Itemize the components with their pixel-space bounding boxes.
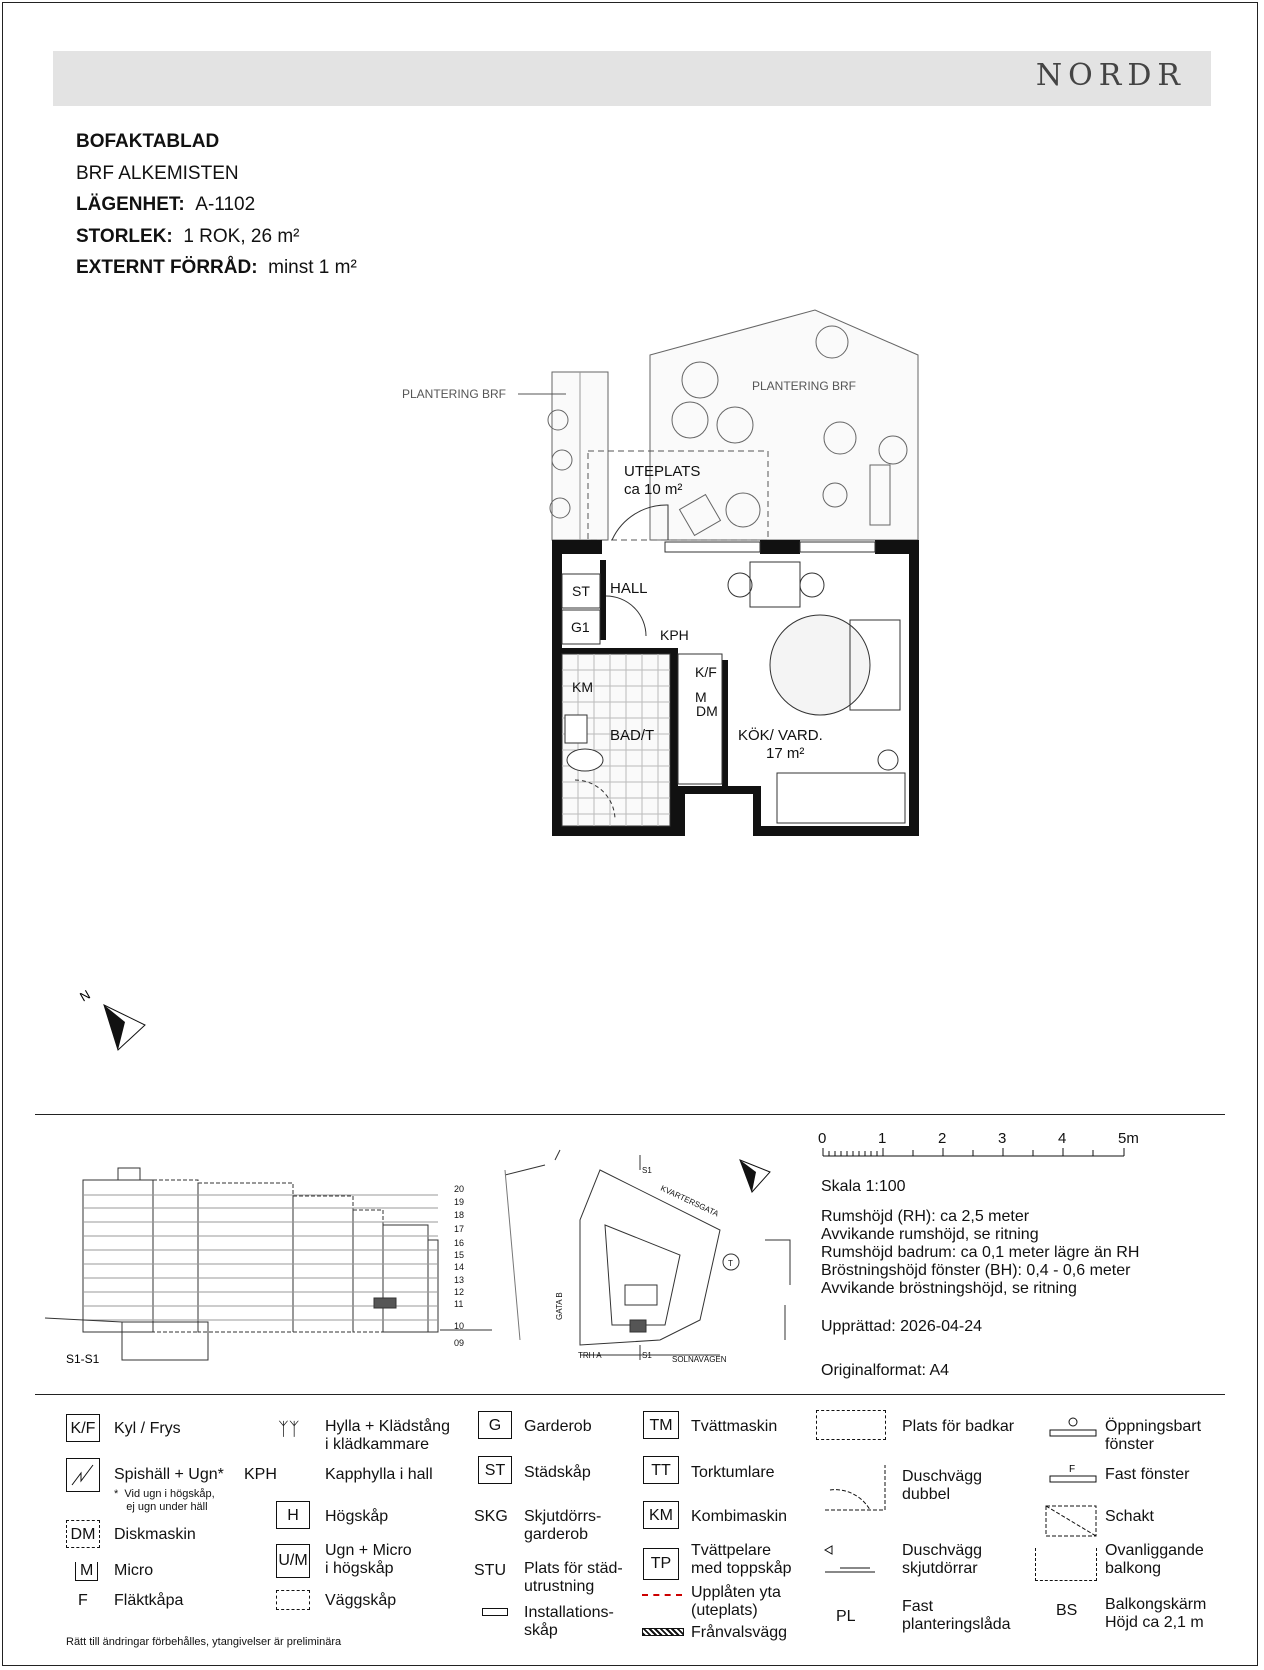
legend-fast-icon [1048, 1462, 1098, 1486]
section-label: S1-S1 [66, 1352, 100, 1366]
legend-kf: Kyl / Frys [114, 1420, 181, 1437]
g1-label: G1 [571, 619, 590, 635]
legend-vagg: Väggskåp [325, 1592, 397, 1609]
date-text: Upprättad: 2026-04-24 [821, 1318, 982, 1335]
legend-dusch-dubbel: Duschvägg dubbel [902, 1468, 983, 1503]
st-label: ST [572, 583, 590, 599]
legend-kph-code: KPH [244, 1466, 277, 1483]
section-floor-labels [454, 1184, 464, 1348]
legend-upp-icon [642, 1594, 682, 1596]
kok-label: KÖK/ VARD. [738, 727, 823, 744]
uteplats-label: UTEPLATS [624, 463, 701, 480]
legend-kf-code: K/F [66, 1414, 100, 1442]
nordr-logo: NORDR [1035, 58, 1186, 93]
scale-tick: 0 [818, 1130, 827, 1147]
legend-g-code: G [478, 1411, 512, 1439]
legend-tm-code: TM [643, 1411, 679, 1439]
bh-text: Bröstningshöjd fönster (BH): 0,4 - 0,6 meter [821, 1262, 1131, 1279]
legend-spis-note: * Vid ugn i högskåp, ej ugn under häll [114, 1488, 215, 1513]
floor-label: 13 [454, 1275, 465, 1285]
legend-bs: Balkongskärm Höjd ca 2,1 m [1105, 1596, 1207, 1631]
legend-skg: Skjutdörrs- garderob [524, 1508, 602, 1543]
legend-pl: Fast planteringslåda [902, 1598, 1011, 1633]
legend-kph: Kapphylla i hall [325, 1466, 433, 1483]
scale-tick: 4 [1058, 1130, 1067, 1147]
floor-label: 16 [454, 1238, 465, 1248]
toilet [567, 749, 603, 771]
legend-franval-icon [642, 1628, 684, 1636]
storage-value: minst 1 m² [268, 257, 357, 278]
bath-text: Rumshöjd badrum: ca 0,1 meter lägre än RH [821, 1244, 1140, 1261]
legend-f-code: F [78, 1592, 88, 1609]
legend-km-code: KM [643, 1501, 679, 1529]
legend-bs-code: BS [1056, 1602, 1078, 1619]
legend-balkong-icon [1035, 1548, 1097, 1581]
legend-hylla: Hylla + Klädstång i klädkammare [325, 1418, 450, 1453]
bh2-text: Avvikande bröstningshöjd, se ritning [821, 1280, 1077, 1297]
kph-label: KPH [660, 627, 689, 643]
hall-label: HALL [610, 580, 648, 597]
legend-upp: Upplåten yta (uteplats) [691, 1584, 781, 1619]
plantering-left-label: PLANTERING BRF [402, 387, 507, 401]
legend-m-code: M [75, 1562, 98, 1581]
legend-skg-code: SKG [474, 1508, 508, 1525]
divider [35, 1114, 1225, 1115]
sink [565, 715, 587, 743]
s1-bottom: S1 [642, 1351, 652, 1360]
trh-label: TRH A [578, 1351, 602, 1360]
legend-st-code: ST [478, 1456, 512, 1484]
dm-label: DM [696, 703, 718, 719]
chair [800, 573, 824, 597]
legend-g: Garderob [524, 1418, 592, 1435]
legend-franval: Frånvalsvägg [691, 1624, 788, 1641]
m-label: M [695, 689, 707, 705]
legend-st: Städskåp [524, 1464, 591, 1481]
size-value: 1 ROK, 26 m² [183, 225, 300, 247]
scale-tick: 2 [938, 1130, 947, 1147]
legend-tp: Tvättpelare med toppskåp [691, 1542, 792, 1577]
legend-badkar: Plats för badkar [902, 1418, 1015, 1435]
brf-name: BRF ALKEMISTEN [76, 162, 239, 184]
floor-label: 19 [454, 1197, 465, 1207]
legend-inst: Installations- skåp [524, 1604, 614, 1639]
size-label: STORLEK: [76, 225, 173, 247]
floor-label: 14 [454, 1262, 465, 1272]
legend-oppn-icon [1048, 1416, 1098, 1440]
street-top: KVARTERSGATA [659, 1183, 721, 1219]
floor-label: 20 [454, 1184, 465, 1194]
legend-tm: Tvättmaskin [691, 1418, 778, 1435]
legend-fast: Fast fönster [1105, 1466, 1190, 1483]
legend-oppn: Öppningsbart fönster [1105, 1418, 1202, 1453]
site-plan [505, 1150, 790, 1360]
rh2-text: Avvikande rumshöjd, se ritning [821, 1226, 1039, 1243]
rug [770, 615, 870, 715]
floor-label: 11 [454, 1299, 464, 1309]
legend-dusch-skjut-icon [820, 1540, 880, 1580]
floor-label: 12 [454, 1287, 465, 1297]
scale-tick: 1 [878, 1130, 887, 1147]
scale-bar [823, 1148, 1124, 1156]
legend-h-code: H [276, 1501, 310, 1529]
scale-info [821, 1178, 1139, 1380]
apartment-value: A-1102 [195, 194, 256, 215]
legend-spis-icon [66, 1458, 100, 1492]
floor-label: 18 [454, 1210, 465, 1220]
street-bottom: SOLNAVÄGEN [672, 1355, 727, 1364]
chair [728, 573, 752, 597]
format-text: Originalformat: A4 [821, 1362, 950, 1379]
scale-tick: 3 [998, 1130, 1007, 1147]
legend-dusch-dubbel-icon [820, 1460, 890, 1515]
uteplats-area: ca 10 m² [624, 481, 683, 498]
svg-text:F: F [1069, 1464, 1076, 1475]
legend-schakt-icon [1045, 1505, 1097, 1537]
bad-label: BAD/T [610, 727, 655, 744]
legend-stu: Plats för städ- utrustning [524, 1560, 623, 1595]
scale-label: Skala 1:100 [821, 1178, 906, 1195]
storage-label: EXTERNT FÖRRÅD: [76, 257, 258, 278]
legend-um: Ugn + Micro i högskåp [325, 1542, 412, 1577]
kf-label: K/F [695, 664, 717, 680]
legend-pl-code: PL [836, 1608, 856, 1625]
legend-hylla-icon: ᛉᛉ [278, 1419, 300, 1439]
svg-text:N: N [77, 986, 93, 1005]
rh-text: Rumshöjd (RH): ca 2,5 meter [821, 1208, 1030, 1225]
lamp [878, 750, 898, 770]
dining-table [750, 562, 800, 607]
t-label: T [728, 1259, 733, 1268]
legend-inst-icon [482, 1608, 508, 1616]
divider [35, 1394, 1225, 1395]
legend-dusch-skjut: Duschvägg skjutdörrar [902, 1542, 983, 1577]
legend-km: Kombimaskin [691, 1508, 788, 1525]
legend-vagg-icon [276, 1590, 310, 1610]
north-arrow [77, 987, 145, 1050]
bed [777, 773, 905, 823]
sheet-title: BOFAKTABLAD [76, 131, 220, 152]
street-left: GATA B [555, 1292, 564, 1320]
legend-um-code: U/M [276, 1544, 310, 1578]
legend-tt-code: TT [643, 1456, 679, 1484]
kok-area: 17 m² [766, 745, 805, 762]
legend-h: Högskåp [325, 1508, 389, 1525]
legend-badkar-icon [816, 1410, 886, 1440]
legend-f: Fläktkåpa [114, 1592, 184, 1609]
legend-stu-code: STU [474, 1562, 506, 1579]
floor-label: 09 [454, 1338, 465, 1348]
building-section [45, 1168, 492, 1360]
north-arrow-small [740, 1160, 770, 1192]
floor-label: 10 [454, 1321, 465, 1331]
legend-balkong: Ovanliggande balkong [1105, 1542, 1204, 1577]
legend-tp-code: TP [643, 1548, 679, 1580]
scale-tick: 5m [1118, 1130, 1139, 1147]
s1-top: S1 [642, 1166, 652, 1175]
apartment-label: LÄGENHET: [76, 194, 185, 215]
legend-dm-code: DM [66, 1520, 100, 1548]
km-label: KM [572, 679, 593, 695]
legend-dm: Diskmaskin [114, 1526, 196, 1543]
plantering-top-label: PLANTERING BRF [752, 379, 857, 393]
legend-schakt: Schakt [1105, 1508, 1154, 1525]
floor-label: 15 [454, 1250, 465, 1260]
planting-area-top [650, 310, 918, 540]
legend-spis: Spishäll + Ugn* [114, 1466, 224, 1483]
footer-note: Rätt till ändringar förbehålles, ytangivelser är preliminära [66, 1636, 342, 1648]
legend-m: Micro [114, 1562, 154, 1579]
floor-label: 17 [454, 1224, 465, 1234]
legend-tt: Torktumlare [691, 1464, 775, 1481]
